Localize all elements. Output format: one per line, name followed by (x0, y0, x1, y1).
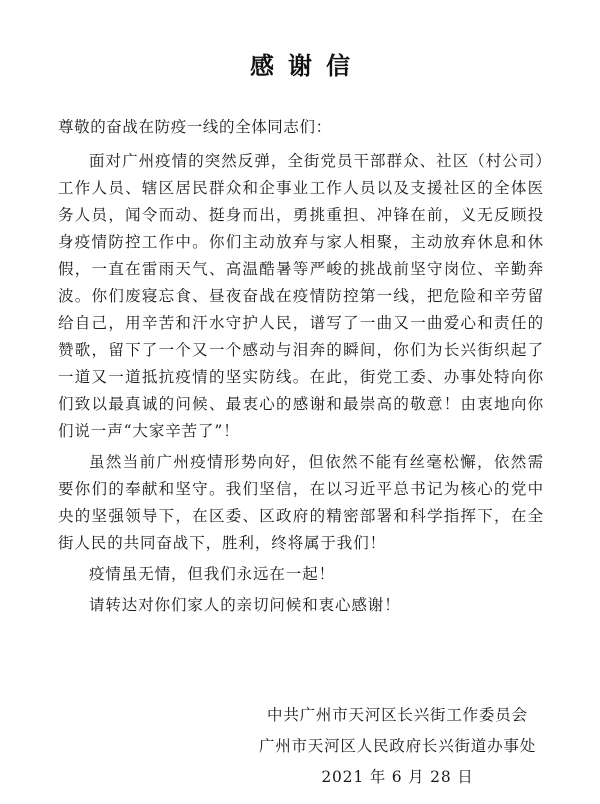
signature-street-office: 广州市天河区人民政府长兴街道办事处 (258, 737, 536, 755)
paragraph-together: 疫情虽无情，但我们永远在一起！ (89, 565, 336, 583)
signature-date: 2021 年 6 月 28 日 (321, 768, 474, 786)
signature-party-committee: 中共广州市天河区长兴街工作委员会 (267, 706, 528, 724)
paragraph-regards: 请转达对你们家人的亲切问候和衷心感谢！ (89, 596, 401, 614)
letter-salutation: 尊敬的奋战在防疫一线的全体同志们： (58, 118, 332, 136)
letter-title: 感谢信 (250, 52, 364, 80)
paragraph-confidence: 虽然当前广州疫情形势向好，但依然不能有丝毫松懈，依然需要你们的奉献和坚守。我们坚信，在以习近平总书记为核心的党中央的坚强领导下，在区委、区政府的精密部署和科学指挥下，在全街人民的共同奋战下，胜利，终将属于我们！ (58, 453, 544, 552)
letter-body (58, 148, 544, 619)
paragraph-gratitude: 面对广州疫情的突然反弹，全街党员干部群众、社区（村公司）工作人员、辖区居民群众和企事业工作人员以及支援社区的全体医务人员，闻令而动、挺身而出，勇挑重担、冲锋在前，义无反顾投身疫情防控工作中。你们主动放弃与家人相聚，主动放弃休息和休假，一直在雷雨天气、高温酷暑等严峻的挑战前坚守岗位、辛勤奔波。你们废寝忘食、昼夜奋战在疫情防控第一线，把危险和辛劳留给自己，用辛苦和汗水守护人民，谱写了一曲又一曲爱心和责任的赞歌，留下了一个又一个感动与泪奔的瞬间，你们为长兴街织起了一道又一道抵抗疫情的坚实防线。在此，街党工委、办事处特向你们致以最真诚的问候、最衷心的感谢和最崇高的敬意！由衷地向你们说一声“大家辛苦了”！ (58, 152, 544, 440)
signature-block (259, 700, 536, 793)
